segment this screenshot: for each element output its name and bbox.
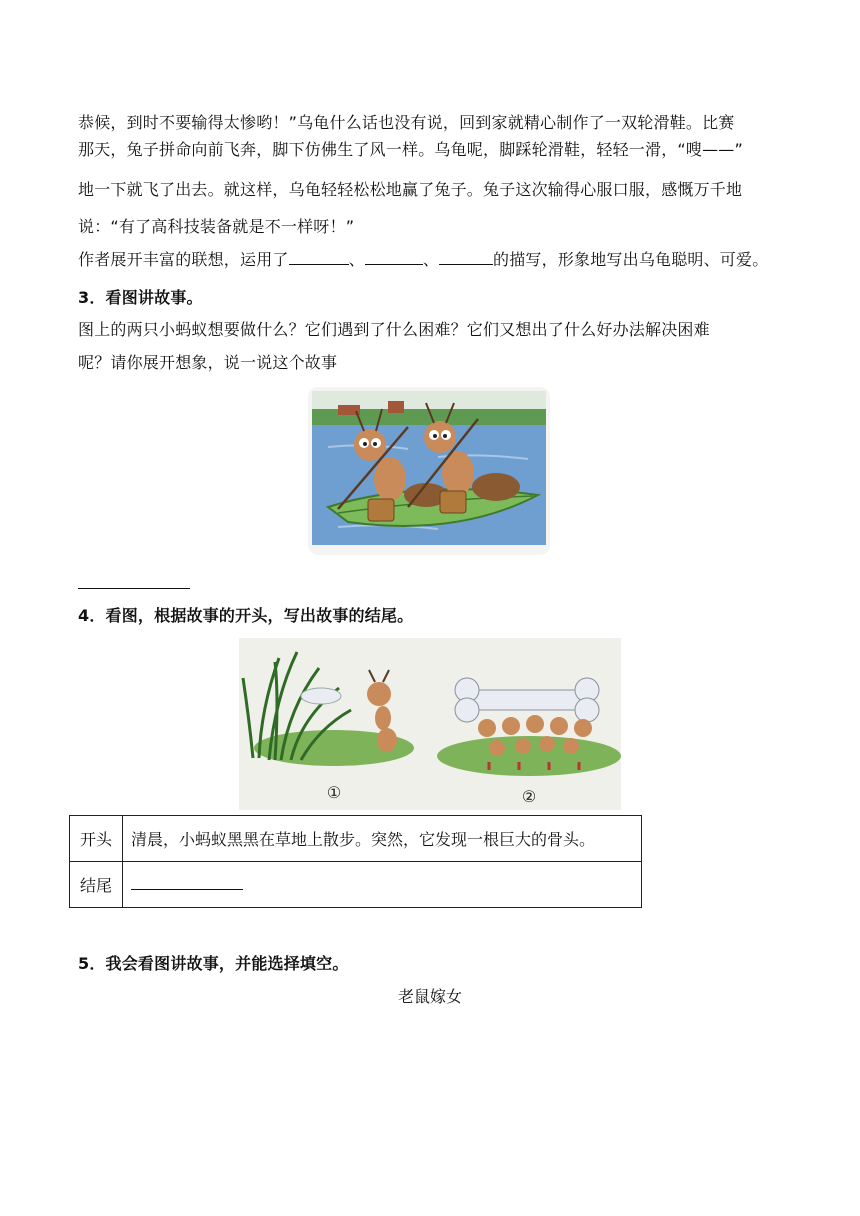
story-line-4: 说：“有了高科技装备就是不一样呀！” [78, 217, 355, 236]
panel-label-2: ② [521, 787, 537, 806]
ants-on-leaf-illustration [308, 387, 550, 555]
q3-answer-line[interactable] [78, 588, 190, 589]
q3-prompt-line-1: 图上的两只小蚂蚁想要做什么？它们遇到了什么困难？它们又想出了什么好办法解决困难 [78, 320, 710, 339]
q2-prefix: 作者展开丰富的联想，运用了 [78, 250, 289, 269]
story-line-1: 恭候，到时不要输得太惨哟！”乌龟什么话也没有说，回到家就精心制作了一双轮滑鞋。比赛 [78, 113, 735, 132]
table-row [70, 816, 642, 862]
story-table [69, 815, 642, 908]
ant-bone-illustration [239, 638, 621, 810]
end-key-cell: 结尾 [70, 862, 123, 908]
q2-blank-2[interactable] [365, 250, 423, 265]
story-line-3: 地一下就飞了出去。就这样，乌龟轻轻松松地赢了兔子。兔子这次输得心服口服，感慨万千地 [78, 180, 743, 199]
q3-prompt-line-2: 呢？请你展开想象，说一说这个故事 [78, 353, 338, 372]
start-text-cell: 清晨，小蚂蚁黑黑在草地上散步。突然，它发现一根巨大的骨头。 [123, 816, 642, 862]
story-line-2: 那天，兔子拼命向前飞奔，脚下仿佛生了风一样。乌龟呢，脚踩轮滑鞋，轻轻一滑，“嗖——” [78, 140, 743, 159]
q4-title: 4．看图，根据故事的开头，写出故事的结尾。 [78, 606, 414, 625]
start-key-cell: 开头 [70, 816, 123, 862]
q2-fill-line [78, 246, 798, 273]
q3-title: 3．看图讲故事。 [78, 288, 203, 307]
q2-sep-2: 、 [422, 250, 440, 269]
q2-sep-1: 、 [348, 250, 365, 269]
q2-blank-1[interactable] [289, 250, 349, 265]
ants-on-leaf-picture [308, 387, 550, 555]
q5-title: 5．我会看图讲故事，并能选择填空。 [78, 954, 349, 973]
q5-story-title: 老鼠嫁女 [397, 987, 462, 1006]
q2-suffix: 的描写，形象地写出乌龟聪明、可爱。 [493, 250, 769, 269]
table-row [70, 862, 642, 908]
panel-label-1: ① [326, 783, 342, 802]
q2-blank-3[interactable] [439, 250, 493, 265]
end-answer-cell[interactable] [123, 862, 642, 908]
end-answer-blank[interactable] [131, 875, 243, 890]
ant-bone-pictures [239, 638, 621, 810]
